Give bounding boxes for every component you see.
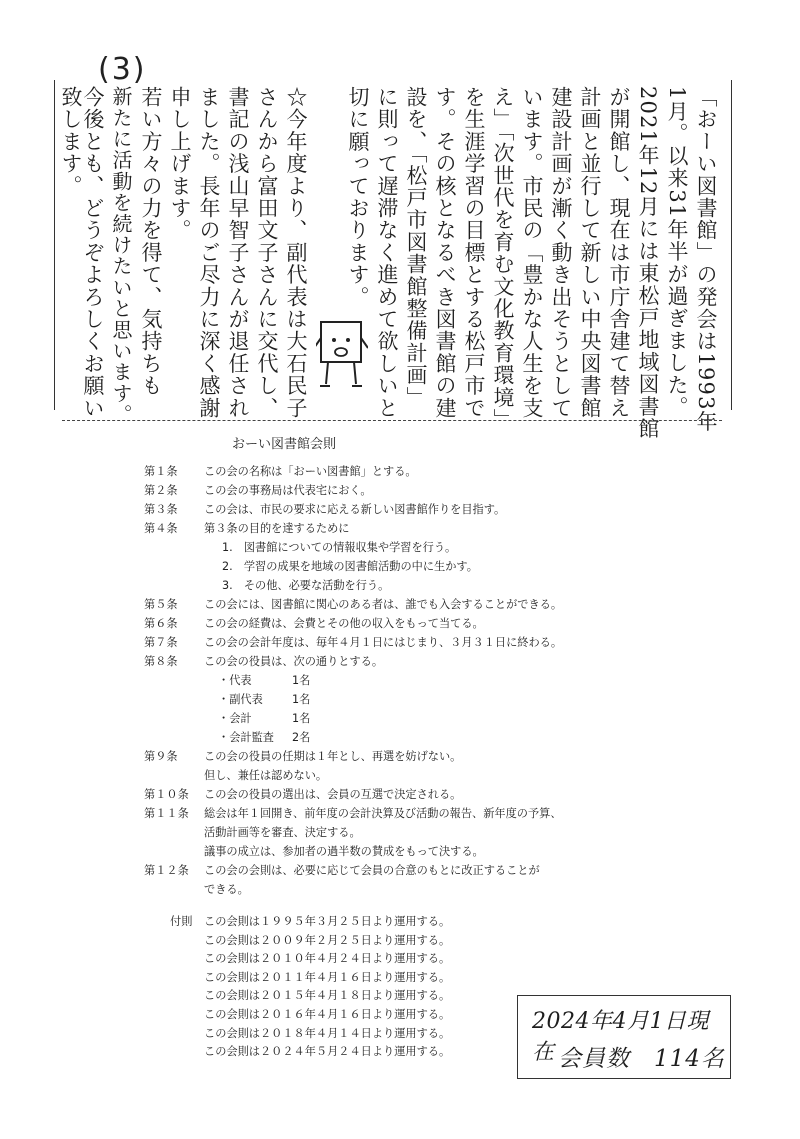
handwritten-column: 2021年12月には東松戸地域図書館 <box>636 86 660 440</box>
supplementary-text: この会則は２０１１年４月１６日より運用する。 <box>204 970 451 984</box>
supplementary-row <box>140 969 660 988</box>
supplementary-row <box>140 913 660 932</box>
handwritten-column: 切に願っております。 <box>346 86 370 308</box>
article-text: この会の会則は、必要に応じて会員の合意のもとに改正することが <box>204 864 540 877</box>
article-text: この会の役員は、次の通りとする。 <box>204 655 384 668</box>
section-divider <box>62 420 722 421</box>
article-8 <box>140 652 660 671</box>
rules-body <box>140 462 660 1062</box>
article-number: 第２条 <box>144 484 178 497</box>
officer-role: ・代表 <box>218 674 252 687</box>
handwritten-column: 建設計画が漸く動き出そうとして <box>549 86 573 419</box>
officer-role: ・副代表 <box>218 693 263 706</box>
article-text: この会の役員の任期は１年とし、再選を妨げない。 <box>204 750 462 763</box>
article-4-item: 2. 学習の成果を地域の図書館活動の中に生かす。 <box>222 560 478 573</box>
rules-title: おーい図書館会則 <box>232 437 337 452</box>
article-10 <box>140 785 660 804</box>
handwritten-column: います。市民の「豊かな人生を支 <box>520 86 544 419</box>
handwritten-column: 「おーい図書館」の発会は1993年 <box>694 86 718 433</box>
officer-row <box>140 671 660 690</box>
officer-count: 2名 <box>292 731 311 744</box>
article-9-continued: 但し、兼任は認めない。 <box>204 769 328 782</box>
officer-count: 1名 <box>292 674 311 687</box>
article-7 <box>140 633 660 652</box>
article-5 <box>140 595 660 614</box>
supplementary-text: この会則は２０２４年５月２４日より運用する。 <box>204 1045 451 1059</box>
article-number: 第５条 <box>144 598 178 611</box>
article-9 <box>140 747 660 766</box>
handwritten-column: す。その核となるべき図書館の建 <box>433 86 457 419</box>
article-number: 第９条 <box>144 750 178 763</box>
article-number: 第１１条 <box>144 807 189 820</box>
article-4 <box>140 519 660 538</box>
article-12 <box>140 861 660 880</box>
officer-count: 1名 <box>292 712 311 725</box>
article-3 <box>140 500 660 519</box>
mascot-doodle-icon <box>316 318 368 400</box>
supplementary-label: 付則 <box>170 915 193 928</box>
handwritten-column: が開館し、現在は市庁舎建て替え <box>607 86 631 419</box>
article-12-continued: できる。 <box>204 883 249 896</box>
handwritten-column: ました。長年のご尽力に深く感謝 <box>197 86 221 419</box>
handwritten-column: 申し上げます。 <box>168 86 192 242</box>
article-text: この会の経費は、会費とその他の収入をもって当てる。 <box>204 617 484 630</box>
membership-date: 2024年4月1日現在 <box>532 1009 709 1065</box>
officer-row <box>140 728 660 747</box>
supplementary-text: この会則は２０１８年４月１４日より運用する。 <box>204 1026 451 1040</box>
handwritten-column: を生涯学習の目標とする松戸市で <box>462 86 486 419</box>
officer-row <box>140 690 660 709</box>
officer-role: ・会計 <box>218 712 252 725</box>
article-number: 第８条 <box>144 655 178 668</box>
supplementary-text: この会則は２０１０年４月２４日より運用する。 <box>204 952 451 966</box>
handwritten-column: 新たに活動を続けたいと思います。 <box>109 86 133 426</box>
article-number: 第６条 <box>144 617 178 630</box>
article-text: この会の会計年度は、毎年４月１日にはじまり、３月３１日に終わる。 <box>204 636 563 649</box>
handwritten-column: さんから富田文子さんに交代し、 <box>255 86 279 419</box>
handwritten-column: に則って遅滞なく進めて欲しいと <box>375 86 399 419</box>
article-text: この会の名称は「おーい図書館」とする。 <box>204 465 417 478</box>
article-11-continued: 活動計画等を審査、決定する。 <box>204 826 361 839</box>
supplementary-text: この会則は２０１５年４月１８日より運用する。 <box>204 989 451 1003</box>
article-number: 第３条 <box>144 503 178 516</box>
supplementary-row <box>140 950 660 969</box>
article-1 <box>140 462 660 481</box>
article-text: この会は、市民の要求に応える新しい図書館作りを目指す。 <box>204 503 506 516</box>
article-text: 第３条の目的を達するために <box>204 522 350 535</box>
supplementary-text: この会則は２００９年２月２５日より運用する。 <box>204 933 451 947</box>
page-number: (3) <box>98 52 147 87</box>
article-11 <box>140 804 660 823</box>
officer-row <box>140 709 660 728</box>
handwritten-column: 致します。 <box>59 86 83 197</box>
article-11-continued: 議事の成立は、参加者の過半数の賛成をもって決する。 <box>204 845 484 858</box>
handwritten-column: 計画と並行して新しい中央図書館 <box>578 86 602 419</box>
article-text: この会には、図書館に関心のある者は、誰でも入会することができる。 <box>204 598 563 611</box>
supplementary-text: この会則は１９９５年３月２５日より運用する。 <box>204 915 451 928</box>
handwritten-column: 設を、「松戸市図書館整備計画」 <box>404 86 428 409</box>
supplementary-row <box>140 932 660 951</box>
membership-box <box>517 995 731 1079</box>
handwritten-column: え」「次世代を育む文化教育環境」 <box>491 86 515 431</box>
article-4-item: 1. 図書館についての情報収集や学習を行う。 <box>222 541 457 554</box>
handwritten-column: ☆今年度より、副代表は大石民子 <box>284 86 308 419</box>
article-number: 第１０条 <box>144 788 189 801</box>
handwritten-column: 今後とも、どうぞよろしくお願い <box>81 86 105 419</box>
article-number: 第４条 <box>144 522 178 535</box>
article-number: 第７条 <box>144 636 178 649</box>
article-number: 第１２条 <box>144 864 189 877</box>
handwritten-column: 書記の浅山早智子さんが退任され <box>226 86 250 419</box>
officer-count: 1名 <box>292 693 311 706</box>
article-number: 第１条 <box>144 465 178 478</box>
article-text: この会の事務局は代表宅におく。 <box>204 484 372 497</box>
article-4-item: 3. その他、必要な活動を行う。 <box>222 579 390 592</box>
article-6 <box>140 614 660 633</box>
officer-role: ・会計監査 <box>218 731 274 744</box>
handwritten-column: 若い方々の力を得て、気持ちも <box>139 86 163 397</box>
article-text: 総会は年１回開き、前年度の会計決算及び活動の報告、新年度の予算、 <box>204 807 562 820</box>
article-2 <box>140 481 660 500</box>
handwritten-column: 1月。以来31年半が過ぎました。 <box>665 86 689 419</box>
article-text: この会の役員の選出は、会員の互選で決定される。 <box>204 788 462 801</box>
supplementary-text: この会則は２０１６年４月１６日より運用する。 <box>204 1007 451 1021</box>
membership-count: 会員数 114名 <box>558 1046 725 1072</box>
